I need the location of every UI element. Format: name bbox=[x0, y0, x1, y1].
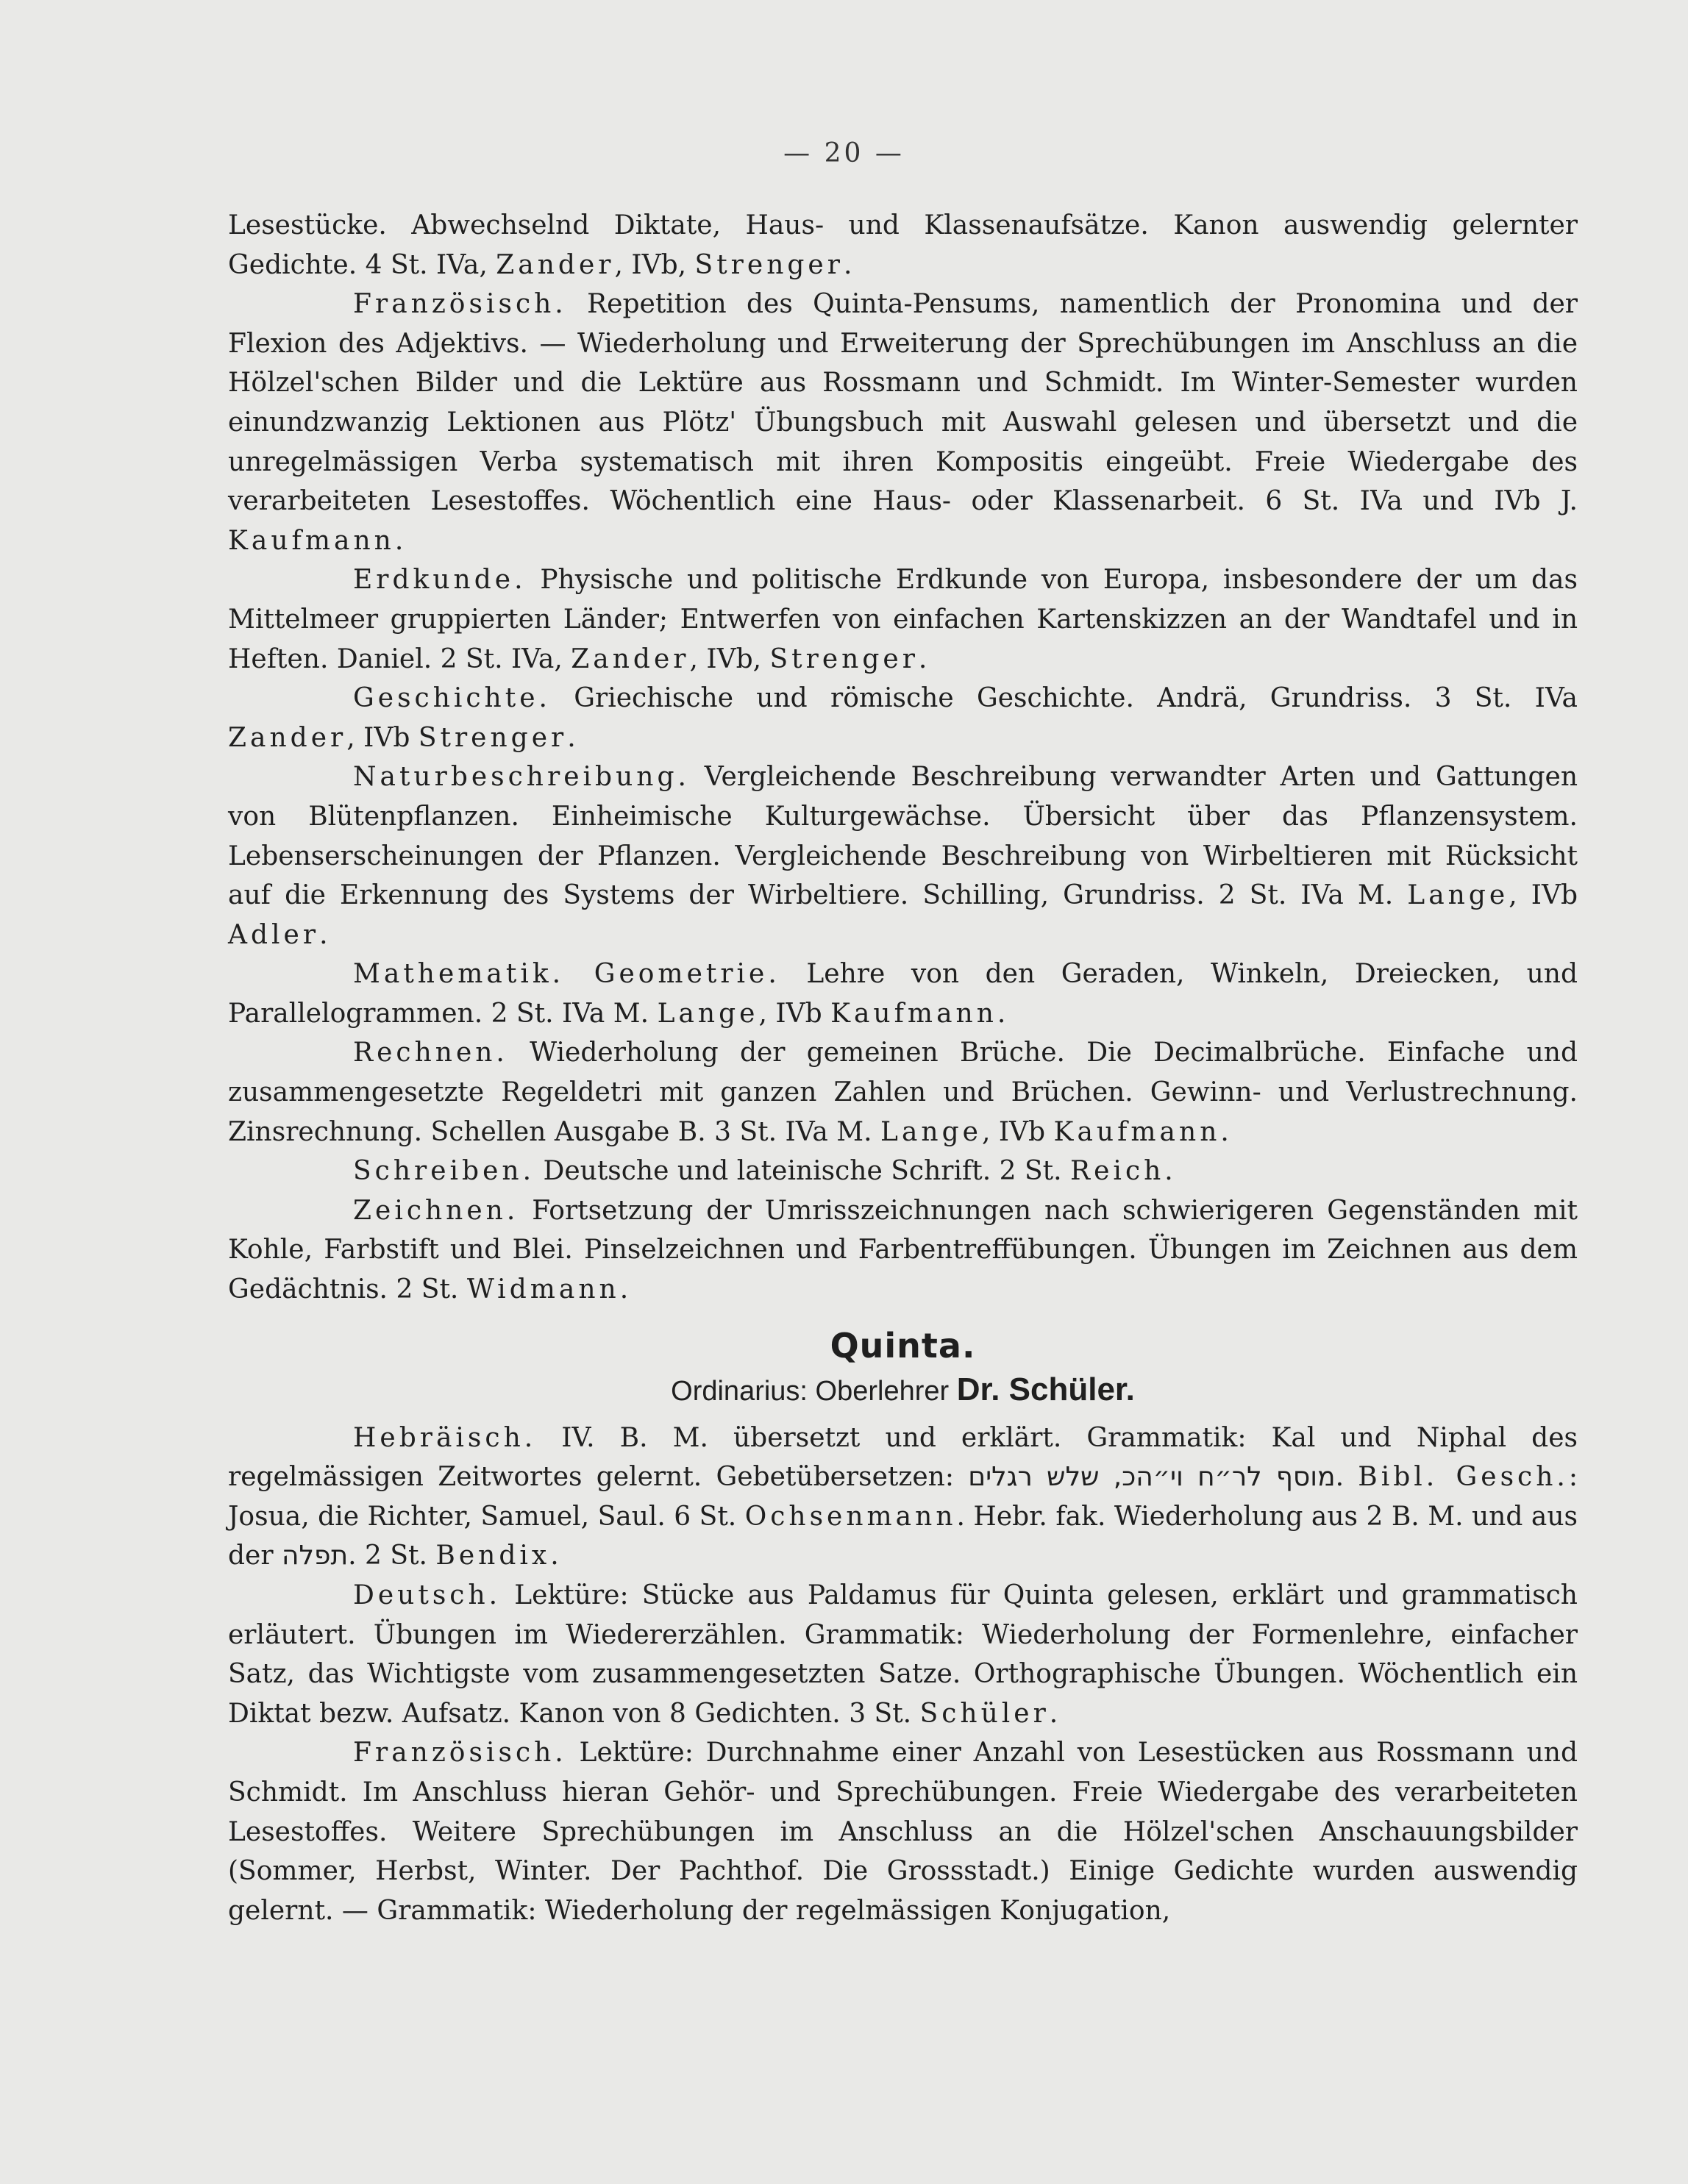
text: . bbox=[918, 643, 927, 674]
paragraph-deutsch-continuation bbox=[228, 206, 1578, 285]
text: IV. B. M. übersetzt und erklärt. Grammatik: Kal und Niphal des regelmässigen Zeitwortes gelernt. Gebetübersetzen: bbox=[228, 1422, 1578, 1493]
teacher-name: Kaufmann bbox=[228, 525, 395, 556]
ordinarius-line bbox=[228, 1371, 1578, 1408]
text: Physische und politische Erdkunde von Europa, insbesondere der um das Mittelmeer gruppierten Länder; Entwerfen von einfachen Kartenskizzen an der Wandtafel und in Heften. Daniel. 2 St. IVa, bbox=[228, 565, 1578, 674]
teacher-name: Strenger bbox=[694, 249, 844, 280]
text: Deutsche und lateinische Schrift. 2 St. bbox=[535, 1156, 1071, 1187]
text: . bbox=[567, 722, 576, 753]
teacher-name: Zander bbox=[571, 643, 690, 674]
text: Wiederholung der gemeinen Brüche. Die Decimalbrüche. Einfache und zusammengesetzte Regeldetri mit ganzen Zahlen und Brüchen. Gewinn- und Verlustrechnung. Zinsrechnung. Schellen Ausgabe B. 3 St. IVa M. bbox=[228, 1038, 1578, 1147]
text: . Hebr. fak. Wiederholung aus 2 B. M. und aus der bbox=[228, 1501, 1578, 1571]
paragraph-zeichnen bbox=[228, 1191, 1578, 1310]
text: , IVb bbox=[981, 1116, 1054, 1147]
teacher-name: Zander bbox=[496, 249, 615, 280]
text: , IVb, bbox=[689, 643, 770, 674]
paragraph-franzoesisch-quinta bbox=[228, 1733, 1578, 1930]
subject-title: Französisch. bbox=[353, 289, 567, 320]
text: . bbox=[997, 998, 1006, 1029]
paragraph-franzoesisch bbox=[228, 285, 1578, 560]
text: . bbox=[550, 1541, 559, 1571]
teacher-name: Reich bbox=[1070, 1156, 1165, 1187]
text: , IVb bbox=[346, 722, 419, 753]
teacher-name: Widmann bbox=[466, 1274, 620, 1305]
subject-subtitle: Bibl. Gesch. bbox=[1358, 1462, 1569, 1493]
paragraph-hebraeisch bbox=[228, 1418, 1578, 1576]
text: , IVb bbox=[758, 998, 831, 1029]
paragraph-deutsch bbox=[228, 1576, 1578, 1733]
section-heading-quinta: Quinta. bbox=[830, 1325, 976, 1366]
text: . bbox=[394, 525, 404, 556]
text: Fortsetzung der Umrisszeichnungen nach schwierigeren Gegenständen mit Kohle, Farbstift und Blei. Pinselzeichnen und Farbentreffübungen. Übungen im Zeichnen aus dem Gedächtnis. 2 St. bbox=[228, 1195, 1578, 1305]
teacher-name: Lange bbox=[657, 998, 759, 1029]
paragraph-schreiben bbox=[228, 1152, 1578, 1191]
text: . bbox=[843, 249, 852, 280]
text: . bbox=[1164, 1156, 1173, 1187]
text: . bbox=[619, 1274, 629, 1305]
ordinarius-name: Dr. Schüler. bbox=[956, 1371, 1135, 1407]
teacher-name: Kaufmann bbox=[830, 998, 997, 1029]
subject-title: Deutsch. bbox=[353, 1580, 502, 1610]
paragraph-rechnen bbox=[228, 1033, 1578, 1152]
text: . bbox=[319, 919, 328, 950]
subject-title: Hebräisch. bbox=[353, 1422, 537, 1453]
teacher-name: Zander bbox=[228, 722, 347, 753]
text: Vergleichende Beschreibung verwandter Arten und Gattungen von Blütenpflanzen. Einheimische Kulturgewächse. Übersicht über das Pflanzensystem. Lebenserscheinungen der Pflanzen. Vergleichende Beschreibung von Wirbeltieren mit Rücksicht auf die Erkennung des Systems der Wirbeltiere. Schilling, Grundriss. 2 St. IVa M. bbox=[228, 762, 1578, 911]
subject-title: Zeichnen. bbox=[353, 1195, 519, 1226]
teacher-name: Kaufmann bbox=[1053, 1116, 1221, 1147]
text: Lehre von den Geraden, Winkeln, Dreiecken, und Parallelogrammen. 2 St. IVa M. bbox=[228, 959, 1578, 1029]
hebrew-text: תפלה bbox=[282, 1541, 349, 1571]
text: Lektüre: Durchnahme einer Anzahl von Lesestücken aus Rossmann und Schmidt. Im Anschluss hieran Gehör- und Sprechübungen. Freie Wiedergabe des verarbeiteten Lesestoffes. Weitere Sprechübungen im Anschluss an die Hölzel'schen Anschauungsbilder (Sommer, Herbst, Winter. Der Pachthof. Die Grossstadt.) Einige Gedichte wurden auswendig gelernt. — Grammatik: Wiederholung der regelmässigen Konjugation, bbox=[228, 1738, 1578, 1926]
subject-title: Französisch. bbox=[353, 1738, 567, 1769]
text: Lesestücke. Abwechselnd Diktate, Haus- und Klassenaufsätze. Kanon auswendig gelernter Gedichte. 4 St. IVa, bbox=[228, 210, 1578, 280]
subject-title: Rechnen. bbox=[353, 1038, 508, 1068]
teacher-name: Adler bbox=[228, 919, 320, 950]
subject-title: Erdkunde. bbox=[353, 565, 527, 596]
subject-title: Schreiben. bbox=[353, 1156, 535, 1187]
subject-subtitle: Geometrie. bbox=[564, 959, 780, 990]
text: Lektüre: Stücke aus Paldamus für Quinta gelesen, erklärt und grammatisch erläutert. Übungen im Wiedererzählen. Grammatik: Wiederholung der Formenlehre, einfacher Satz, das Wichtigste vom zusammengesetzten Satze. Orthographische Übungen. Wöchentlich ein Diktat bezw. Aufsatz. Kanon von 8 Gedichten. 3 St. bbox=[228, 1580, 1578, 1729]
text: , IVb bbox=[1509, 880, 1578, 911]
ordinarius-label: Ordinarius: Oberlehrer bbox=[671, 1375, 957, 1407]
subject-title: Mathematik. bbox=[353, 959, 565, 990]
paragraph-naturbeschreibung bbox=[228, 757, 1578, 954]
text: . bbox=[1335, 1462, 1358, 1493]
text: . bbox=[1049, 1698, 1058, 1729]
teacher-name: Bendix bbox=[435, 1541, 551, 1571]
page-number: — 20 — bbox=[783, 138, 905, 168]
text: Repetition des Quinta-Pensums, namentlich der Pronomina und der Flexion des Adjektivs. — Wiederholung und Erweiterung der Sprechübungen im Anschluss an die Hölzel'schen Bilder und die Lektüre aus Rossmann und Schmidt. Im Winter-Semester wurden einundzwanzig Lektionen aus Plötz' Übungsbuch mit Auswahl gelesen und übersetzt und die unregelmässigen Verba systematisch mit ihren Kompositis eingeübt. Freie Wiedergabe des verarbeiteten Lesestoffes. Wöchentlich eine Haus- oder Klassenarbeit. 6 St. IVa und IVb J. bbox=[228, 289, 1578, 517]
hebrew-text: מוסף לר״ח וי״הכ, שלש רגלים bbox=[968, 1462, 1336, 1493]
paragraph-geschichte bbox=[228, 679, 1578, 757]
paragraph-erdkunde bbox=[228, 560, 1578, 679]
teacher-name: Strenger bbox=[418, 722, 568, 753]
page-body bbox=[228, 206, 1578, 1930]
text: . 2 St. bbox=[348, 1541, 436, 1571]
text: , IVb, bbox=[614, 249, 695, 280]
teacher-name: Ochsenmann bbox=[744, 1501, 957, 1532]
teacher-name: Schüler bbox=[919, 1698, 1050, 1729]
paragraph-mathematik bbox=[228, 954, 1578, 1033]
text: : Josua, die Richter, Samuel, Saul. 6 St. bbox=[228, 1462, 1578, 1532]
text: Griechische und römische Geschichte. Andrä, Grundriss. 3 St. IVa bbox=[550, 683, 1578, 714]
subject-title: Geschichte. bbox=[353, 683, 551, 714]
teacher-name: Lange bbox=[880, 1116, 982, 1147]
subject-title: Naturbeschreibung. bbox=[353, 762, 690, 793]
teacher-name: Strenger bbox=[769, 643, 919, 674]
text: . bbox=[1220, 1116, 1229, 1147]
teacher-name: Lange bbox=[1407, 880, 1509, 911]
